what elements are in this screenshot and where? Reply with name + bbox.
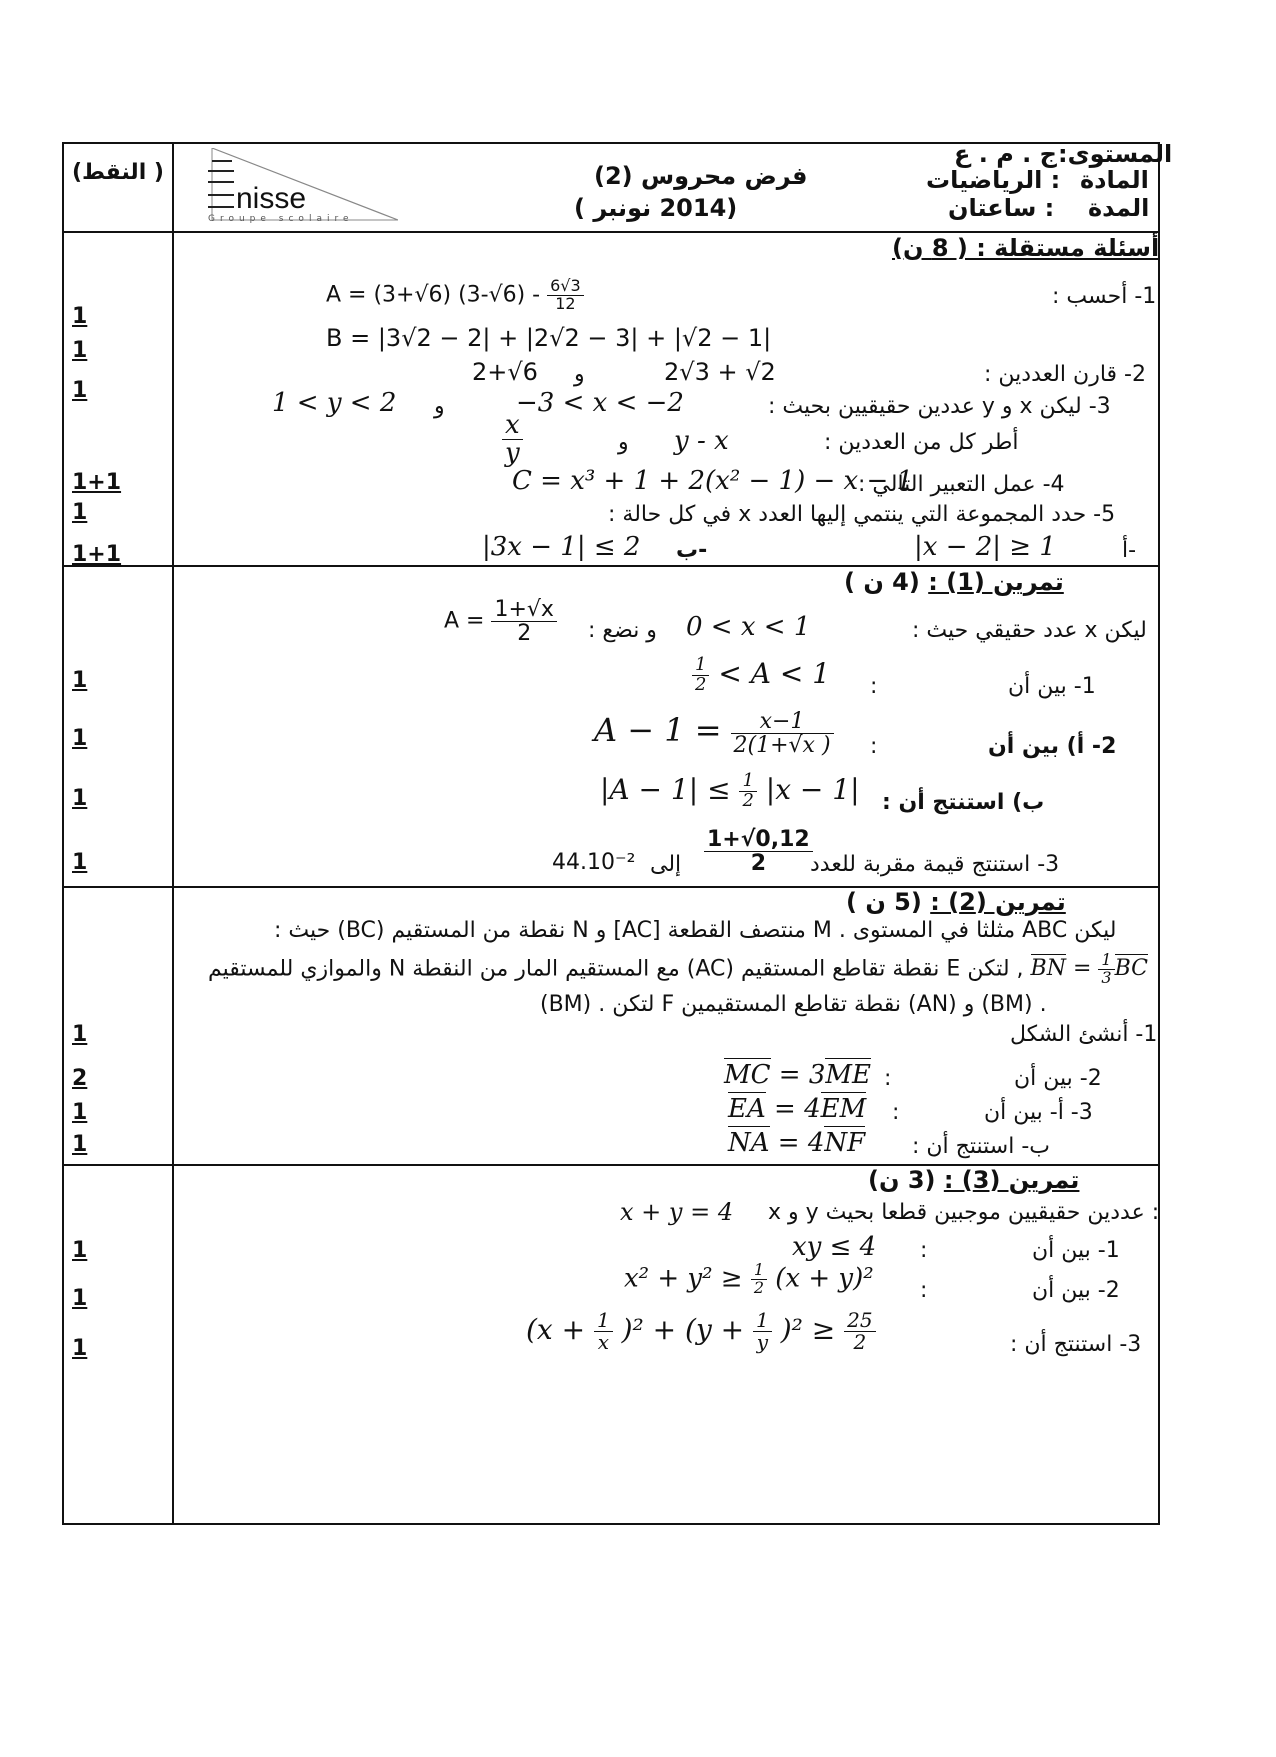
duration-label: المدة <box>1088 194 1150 222</box>
s1-q1-label: 1- أحسب : <box>1052 284 1157 309</box>
expr-text: )² + (y + <box>621 1313 745 1346</box>
ex1-q1-expr <box>692 656 830 695</box>
vector: BC <box>1114 956 1148 982</box>
s1-q3-cond2: 1 < y < 2 <box>272 388 397 418</box>
score: 1 <box>72 378 88 403</box>
exercise3-title <box>868 1166 1079 1194</box>
ex2-q3a-expr: EA = 4EM <box>728 1094 867 1124</box>
ex2-q3a-label: 3- أ- بين أن <box>984 1100 1093 1125</box>
ex1-q2a-expr <box>594 710 834 757</box>
vector: ME <box>825 1060 871 1090</box>
frac-den: 2 <box>517 621 532 647</box>
s1-q3b-and: و <box>618 430 629 455</box>
s1-q2-and: و <box>574 362 585 387</box>
ex1-q2b-expr <box>600 772 860 811</box>
ex1-A-def <box>444 598 557 645</box>
ex3-q2-label: 2- بين أن <box>1032 1278 1120 1303</box>
s1-q2-label: 2- قارن العددين : <box>984 362 1146 387</box>
coef: 4 <box>804 1094 821 1124</box>
points-text: (3 ن) <box>868 1166 936 1194</box>
s1-q1-expr-A <box>326 278 584 313</box>
points-column-header: ( النقط) <box>72 160 164 185</box>
ex2-q2-expr: MC = 3ME <box>724 1060 871 1090</box>
s1-q3-and: و <box>434 394 445 419</box>
coef: 3 <box>808 1060 826 1090</box>
section1-title: أسئلة مستقلة : ( 8 ن) <box>892 234 1160 262</box>
s1-q4-expr: C = x³ + 1 + 2(x² − 1) − x − 1 <box>512 466 914 496</box>
frac-den: x <box>597 1330 609 1354</box>
ex1-q2a-colon: : <box>870 734 878 759</box>
vector: EM <box>820 1094 867 1124</box>
frac-num: 1 <box>594 1310 613 1332</box>
score: 1 <box>72 338 88 363</box>
s1-q3b-label: أطر كل من العددين : <box>824 430 1019 455</box>
ex2-q2-colon: : <box>884 1066 892 1091</box>
frac-den: 2 <box>753 1277 765 1297</box>
frac-den: 2(1+√x ) <box>733 733 831 759</box>
header-divider <box>64 231 1158 233</box>
s1-q3-cond1: −3 < x < −2 <box>516 388 684 418</box>
score: 1 <box>72 726 88 751</box>
frac-num: 25 <box>844 1310 875 1332</box>
ex2-line3: (BM) . لتكن F نقطة تقاطع المستقيمين (AN) و (BM) . <box>540 992 1047 1017</box>
score: 1 <box>72 1100 88 1125</box>
logo-wordmark: nisse <box>236 182 307 215</box>
title-text: تمرين (3) : <box>943 1166 1080 1194</box>
s1-q5-b: |3x − 1| ≤ 2 <box>482 532 641 562</box>
label-text: 3- ليكن x و y عددين حقيقيين بحيث : <box>768 394 1111 419</box>
subject-label: المادة <box>1080 166 1149 194</box>
exam-date: (2014 نونبر ) <box>574 194 738 222</box>
s1-q5-a: |x − 2| ≥ 1 <box>914 532 1056 562</box>
ex3-q2-expr <box>624 1262 874 1297</box>
frac-num: 1+√x <box>491 598 556 622</box>
expr-text: (x + y)² <box>775 1263 874 1294</box>
ex1-q3-prec: 44.10⁻² <box>552 850 636 875</box>
points-column-divider <box>172 144 174 1523</box>
frac-num: 1 <box>1098 952 1114 970</box>
ex3-q1-expr: xy ≤ 4 <box>792 1232 877 1262</box>
score: 1 <box>72 1286 88 1311</box>
ex1-q3-to: إلى <box>650 852 682 877</box>
ex1-q1-colon: : <box>870 674 878 699</box>
frac-den: 12 <box>555 293 576 313</box>
exam-title: فرض محروس (2) <box>594 162 808 190</box>
vector: NA <box>728 1128 770 1158</box>
frac-den: 2 <box>750 851 766 877</box>
score: 1+1 <box>72 542 122 567</box>
frac-num: 1 <box>692 656 709 676</box>
frac-num: 1+√0,12 <box>704 828 813 852</box>
vector: NF <box>824 1128 866 1158</box>
expr-text: |A − 1| ≤ <box>600 772 731 806</box>
ex2-q1-label: 1- أنشئ الشكل <box>1010 1022 1158 1047</box>
frac-den: 2 <box>853 1330 867 1354</box>
score: 1 <box>72 500 88 525</box>
ex2-line1: ليكن ABC مثلثا في المستوى . M منتصف القطعة [AC] و N نقطة من المستقيم (BC) حيث : <box>274 918 1117 943</box>
frac-den: 2 <box>742 789 754 811</box>
frac-num: x−1 <box>731 710 834 734</box>
ex2-q2-label: 2- بين أن <box>1014 1066 1102 1091</box>
ex2-q3b-expr: NA = 4NF <box>728 1128 866 1158</box>
school-logo <box>188 148 398 228</box>
ex1-q2a-label: 2- أ) بين أن <box>988 734 1117 759</box>
score: 1 <box>72 850 88 875</box>
score: 1 <box>72 786 88 811</box>
section1-divider <box>64 565 1158 567</box>
score: 1 <box>72 304 88 329</box>
ex2-vector-relation: BN = $\frac{1}{3}$ BC <box>1030 950 1148 987</box>
s1-q2-b: 2+√6 <box>472 358 538 386</box>
points-text: (4 ن ) <box>844 568 920 596</box>
vector: MC <box>724 1060 771 1090</box>
frac-den: 3 <box>1101 967 1112 987</box>
ex3-q3-label: 3- استنتج أن : <box>1010 1332 1142 1357</box>
duration-value: : ساعتان <box>948 194 1055 222</box>
expr-text: A = (3+√6) (3-√6) - <box>326 282 541 308</box>
ex2-line2 <box>207 950 1148 987</box>
s1-q3-label <box>768 394 1111 419</box>
s1-q2-a: 2√3 + √2 <box>664 358 776 386</box>
s1-q1-expr-B: B = |3√2 − 2| + |2√2 − 3| + |√2 − 1| <box>326 324 772 352</box>
score: 2 <box>72 1066 88 1091</box>
level-label: المستوى: <box>1058 140 1173 168</box>
frac-den: 2 <box>695 673 707 695</box>
points-text: (5 ن ) <box>846 888 922 916</box>
ex1-q3-frac <box>704 828 813 875</box>
s1-q3b-expr1: y - x <box>674 426 729 456</box>
ex1-q3-label: 3- استنتج قيمة مقربة للعدد <box>810 852 1060 877</box>
ex3-q3-expr <box>526 1310 876 1353</box>
s1-q5-a-label: أ- <box>1122 538 1137 563</box>
score: 1 <box>72 1132 88 1157</box>
ex3-q1-label: 1- بين أن <box>1032 1238 1120 1263</box>
vector: BN <box>1030 956 1066 982</box>
frac-den: y <box>756 1330 769 1354</box>
score: 1+1 <box>72 470 122 495</box>
expr-text: A = <box>444 608 485 634</box>
title-text: تمرين (2) : <box>930 888 1066 916</box>
ex3-q2-colon: : <box>920 1278 928 1303</box>
title-text: تمرين (1) : <box>928 568 1064 596</box>
ex2-q3a-colon: : <box>892 1100 900 1125</box>
subject-value: : الرياضيات <box>926 166 1061 194</box>
vector: EA <box>728 1094 766 1124</box>
ex1-q2b-label: ب) استنتج أن : <box>882 790 1045 815</box>
expr-text: )² ≥ <box>780 1313 836 1346</box>
text: , لتكن E نقطة تقاطع المستقيم (AC) مع المستقيم المار من النقطة N والموازي للمستقيم <box>207 956 1024 982</box>
frac-den: y <box>505 438 520 469</box>
ex2-q3b-label: ب- استنتج أن : <box>912 1134 1050 1159</box>
s1-q3b-frac <box>502 412 523 468</box>
s1-q4-label: 4- عمل التعبير التالي : <box>858 472 1065 497</box>
ex1-intro-set: و نضع : <box>588 618 657 643</box>
score: 1 <box>72 668 88 693</box>
expr-text: (x + <box>526 1313 586 1346</box>
s1-q5-label: 5- حدد المجموعة التي ينتمي إليها العدد x في كل حالة : <box>608 502 1116 527</box>
level-value: ج . م . ع <box>954 140 1057 168</box>
expr-text: |x − 1| <box>765 772 860 806</box>
ex1-intro-cond: 0 < x < 1 <box>686 612 811 642</box>
expr-text: x² + y² ≥ <box>624 1263 743 1294</box>
logo-subtitle: Groupe scolaire <box>208 214 354 224</box>
frac-num: 1 <box>753 1310 772 1332</box>
coef: 4 <box>807 1128 825 1158</box>
frac-num: x <box>502 412 523 440</box>
score: 1 <box>72 1336 88 1361</box>
expr-text: A − 1 = <box>594 711 722 750</box>
exercise2-title <box>846 888 1066 916</box>
ex1-q1-label: 1- بين أن <box>1008 674 1096 699</box>
s1-q5-b-label: ب- <box>676 538 708 563</box>
ex1-intro: ليكن x عدد حقيقي حيث : <box>912 618 1147 643</box>
expr-text: < A < 1 <box>718 656 831 690</box>
ex3-q1-colon: : <box>920 1238 928 1263</box>
exam-sheet <box>62 140 1173 1525</box>
frac-num: 1 <box>739 772 756 792</box>
frac-num: 1 <box>751 1262 767 1280</box>
frac-num: 6√3 <box>547 278 584 296</box>
ex3-intro-cond: x + y = 4 <box>620 1198 734 1226</box>
ex3-intro: x و y عددين حقيقيين موجبين قطعا بحيث : <box>768 1200 1160 1225</box>
score: 1 <box>72 1238 88 1263</box>
exercise1-title <box>844 568 1064 596</box>
score: 1 <box>72 1022 88 1047</box>
